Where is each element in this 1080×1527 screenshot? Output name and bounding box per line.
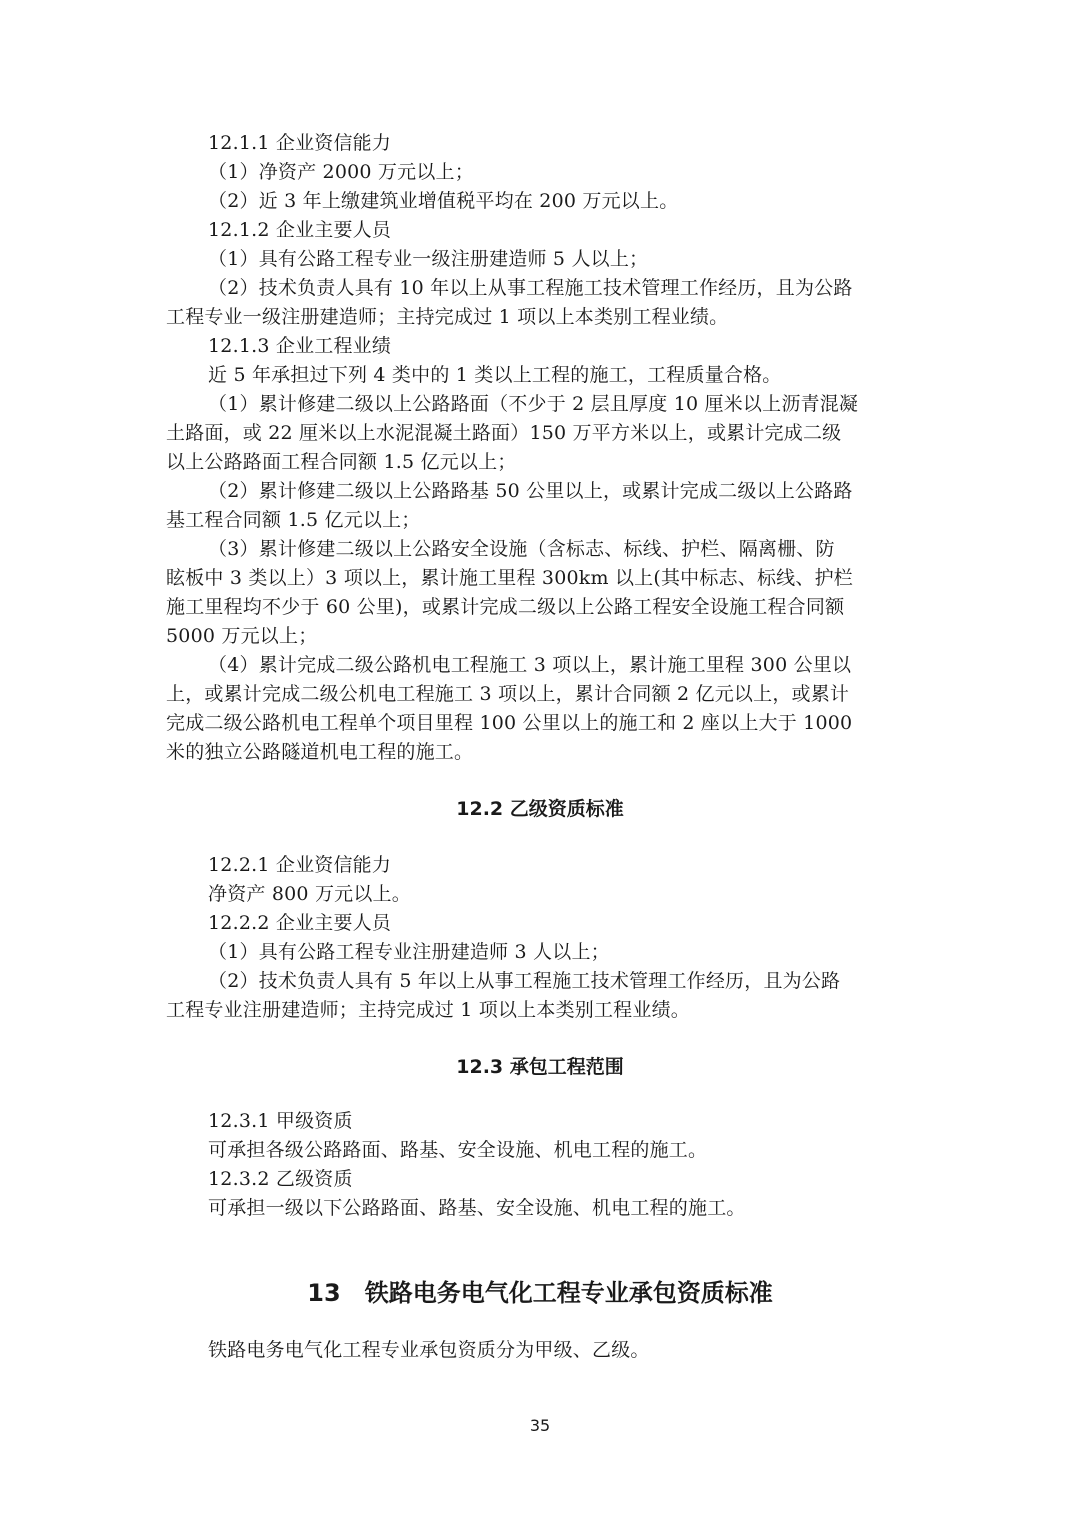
paragraph-line: 基工程合同额 1.5 亿元以上； xyxy=(166,509,421,531)
section-heading-12-1-1: 12.1.1 企业资信能力 xyxy=(208,132,392,154)
chapter-title-13: 13 铁路电务电气化工程专业承包资质标准 xyxy=(307,1279,773,1307)
paragraph-line: （2）近 3 年上缴建筑业增值税平均在 200 万元以上。 xyxy=(208,190,679,212)
section-heading-12-3-2: 12.3.2 乙级资质 xyxy=(208,1168,353,1190)
section-title-12-2: 12.2 乙级资质标准 xyxy=(456,798,624,820)
paragraph-line: （1）累计修建二级以上公路路面（不少于 2 层且厚度 10 厘米以上沥青混凝 xyxy=(208,393,859,415)
paragraph-line: 近 5 年承担过下列 4 类中的 1 类以上工程的施工，工程质量合格。 xyxy=(208,364,782,386)
section-heading-12-1-3: 12.1.3 企业工程业绩 xyxy=(208,335,392,357)
paragraph-line: 5000 万元以上； xyxy=(166,625,318,647)
paragraph-line: （3）累计修建二级以上公路安全设施（含标志、标线、护栏、隔离栅、防 xyxy=(208,538,835,560)
paragraph-line: 眩板中 3 类以上）3 项以上，累计施工里程 300km 以上(其中标志、标线、护栏 xyxy=(166,567,853,589)
paragraph-line: （4）累计完成二级公路机电工程施工 3 项以上，累计施工里程 300 公里以 xyxy=(208,654,852,676)
paragraph-line: 上，或累计完成二级公机电工程施工 3 项以上，累计合同额 2 亿元以上，或累计 xyxy=(166,683,850,705)
paragraph-line: 工程专业注册建造师；主持完成过 1 项以上本类别工程业绩。 xyxy=(166,999,690,1021)
section-heading-12-3-1: 12.3.1 甲级资质 xyxy=(208,1110,353,1132)
paragraph-line: （2）技术负责人具有 5 年以上从事工程施工技术管理工作经历，且为公路 xyxy=(208,970,841,992)
paragraph-line: 土路面，或 22 厘米以上水泥混凝土路面）150 万平方米以上，或累计完成二级 xyxy=(166,422,842,444)
paragraph-line: 米的独立公路隧道机电工程的施工。 xyxy=(166,741,474,763)
section-heading-12-2-2: 12.2.2 企业主要人员 xyxy=(208,912,392,934)
paragraph-line: （1）具有公路工程专业一级注册建造师 5 人以上； xyxy=(208,248,649,270)
section-heading-12-1-2: 12.1.2 企业主要人员 xyxy=(208,219,392,241)
paragraph-line: （2）技术负责人具有 10 年以上从事工程施工技术管理工作经历，且为公路 xyxy=(208,277,853,299)
paragraph-line: 工程专业一级注册建造师；主持完成过 1 项以上本类别工程业绩。 xyxy=(166,306,729,328)
paragraph-line: 净资产 800 万元以上。 xyxy=(208,883,411,905)
section-title-12-3: 12.3 承包工程范围 xyxy=(456,1056,624,1078)
paragraph-line: （1）净资产 2000 万元以上； xyxy=(208,161,474,183)
paragraph-line: 施工里程均不少于 60 公里)，或累计完成二级以上公路工程安全设施工程合同额 xyxy=(166,596,845,618)
paragraph-line: 完成二级公路机电工程单个项目里程 100 公里以上的施工和 2 座以上大于 1000 xyxy=(166,712,853,734)
section-heading-12-2-1: 12.2.1 企业资信能力 xyxy=(208,854,392,876)
page-number: 35 xyxy=(529,1416,551,1435)
paragraph-line: （1）具有公路工程专业注册建造师 3 人以上； xyxy=(208,941,610,963)
paragraph-line: 以上公路路面工程合同额 1.5 亿元以上； xyxy=(166,451,517,473)
paragraph-line: 可承担各级公路路面、路基、安全设施、机电工程的施工。 xyxy=(208,1139,708,1161)
paragraph-line: 可承担一级以下公路路面、路基、安全设施、机电工程的施工。 xyxy=(208,1197,746,1219)
paragraph-line: 铁路电务电气化工程专业承包资质分为甲级、乙级。 xyxy=(208,1339,650,1361)
paragraph-line: （2）累计修建二级以上公路路基 50 公里以上，或累计完成二级以上公路路 xyxy=(208,480,853,502)
